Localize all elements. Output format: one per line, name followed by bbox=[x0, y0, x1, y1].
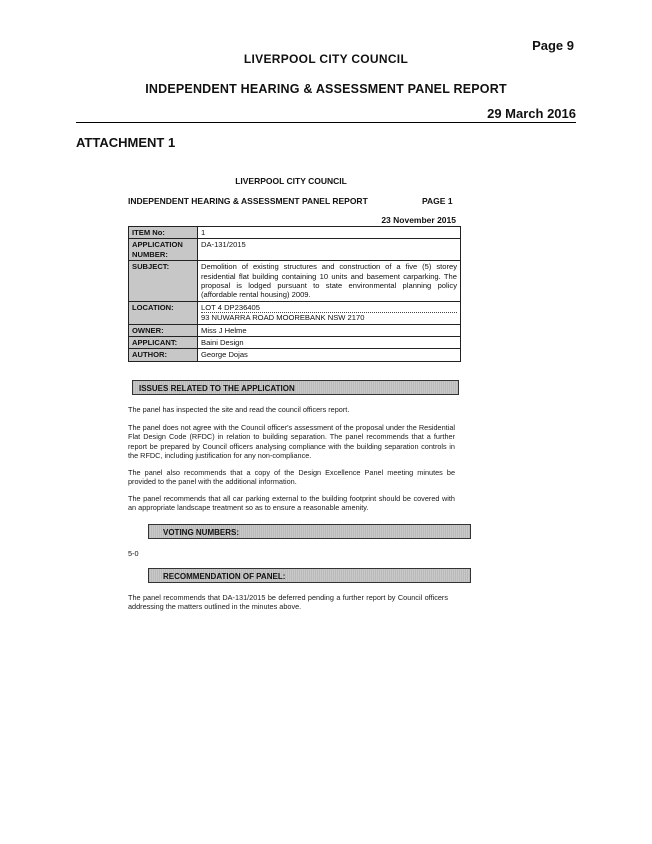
paragraph-building-separation: The panel does not agree with the Council officer's assessment of the proposal under the Residential Flat Design Code (RFDC) in relation to building separation. The panel recommends that a further report be prepared by Council officers analysing compliance with the building separation controls in the RFDC, including justification for any non-compliance. bbox=[128, 423, 455, 461]
paragraph-car-parking: The panel recommends that all car parking external to the building footprint should be covered with an appropriate landscape treatment so as to ensure a reasonable amenity. bbox=[128, 494, 455, 513]
owner-label: OWNER: bbox=[129, 324, 198, 336]
author-label: AUTHOR: bbox=[129, 349, 198, 361]
location-line-2: 93 NUWARRA ROAD MOOREBANK NSW 2170 bbox=[201, 313, 365, 323]
location-value bbox=[198, 301, 461, 324]
application-value: DA-131/2015 bbox=[198, 239, 461, 261]
location-label: LOCATION: bbox=[129, 301, 198, 324]
paragraph-inspection: The panel has inspected the site and read the council officers report. bbox=[128, 405, 350, 414]
item-value: 1 bbox=[198, 227, 461, 239]
inner-report-title: INDEPENDENT HEARING & ASSESSMENT PANEL REPORT bbox=[128, 196, 368, 206]
table-row bbox=[129, 349, 461, 361]
report-date: 29 March 2016 bbox=[487, 106, 576, 121]
page-number: Page 9 bbox=[532, 38, 574, 53]
subject-value: Demolition of existing structures and construction of a five (5) storey residential flat building containing 10 units and basement carparking. The proposal is lodged pursuant to state environmental planning policy (affordable rental housing) 2009. bbox=[198, 261, 461, 302]
table-row bbox=[129, 301, 461, 324]
location-line-1: LOT 4 DP236405 bbox=[201, 303, 457, 313]
table-row bbox=[129, 227, 461, 239]
header-divider bbox=[76, 122, 576, 123]
applicant-label: APPLICANT: bbox=[129, 337, 198, 349]
inner-council-name: LIVERPOOL CITY COUNCIL bbox=[235, 176, 347, 186]
applicant-value: Baini Design bbox=[198, 337, 461, 349]
application-details-table bbox=[128, 226, 461, 362]
application-label: APPLICATION NUMBER: bbox=[129, 239, 198, 261]
paragraph-design-excellence: The panel also recommends that a copy of the Design Excellence Panel meeting minutes be provided to the panel with the additional information. bbox=[128, 468, 455, 487]
council-name: LIVERPOOL CITY COUNCIL bbox=[243, 52, 409, 66]
paragraph-recommendation: The panel recommends that DA-131/2015 be deferred pending a further report by Council officers addressing the matters outlined in the minutes above. bbox=[128, 593, 448, 612]
voting-value: 5-0 bbox=[128, 549, 139, 558]
table-row bbox=[129, 261, 461, 302]
table-row bbox=[129, 324, 461, 336]
inner-page-label: PAGE 1 bbox=[422, 196, 453, 206]
owner-value: Miss J Helme bbox=[198, 324, 461, 336]
report-title: INDEPENDENT HEARING & ASSESSMENT PANEL REPORT bbox=[145, 82, 507, 96]
table-row bbox=[129, 337, 461, 349]
issues-heading: ISSUES RELATED TO THE APPLICATION bbox=[132, 380, 459, 395]
item-label: ITEM No: bbox=[129, 227, 198, 239]
voting-heading: VOTING NUMBERS: bbox=[148, 524, 471, 539]
recommendation-heading: RECOMMENDATION OF PANEL: bbox=[148, 568, 471, 583]
author-value: George Dojas bbox=[198, 349, 461, 361]
attachment-heading: ATTACHMENT 1 bbox=[76, 135, 176, 150]
inner-report-date: 23 November 2015 bbox=[381, 215, 456, 225]
table-row bbox=[129, 239, 461, 261]
subject-label: SUBJECT: bbox=[129, 261, 198, 302]
